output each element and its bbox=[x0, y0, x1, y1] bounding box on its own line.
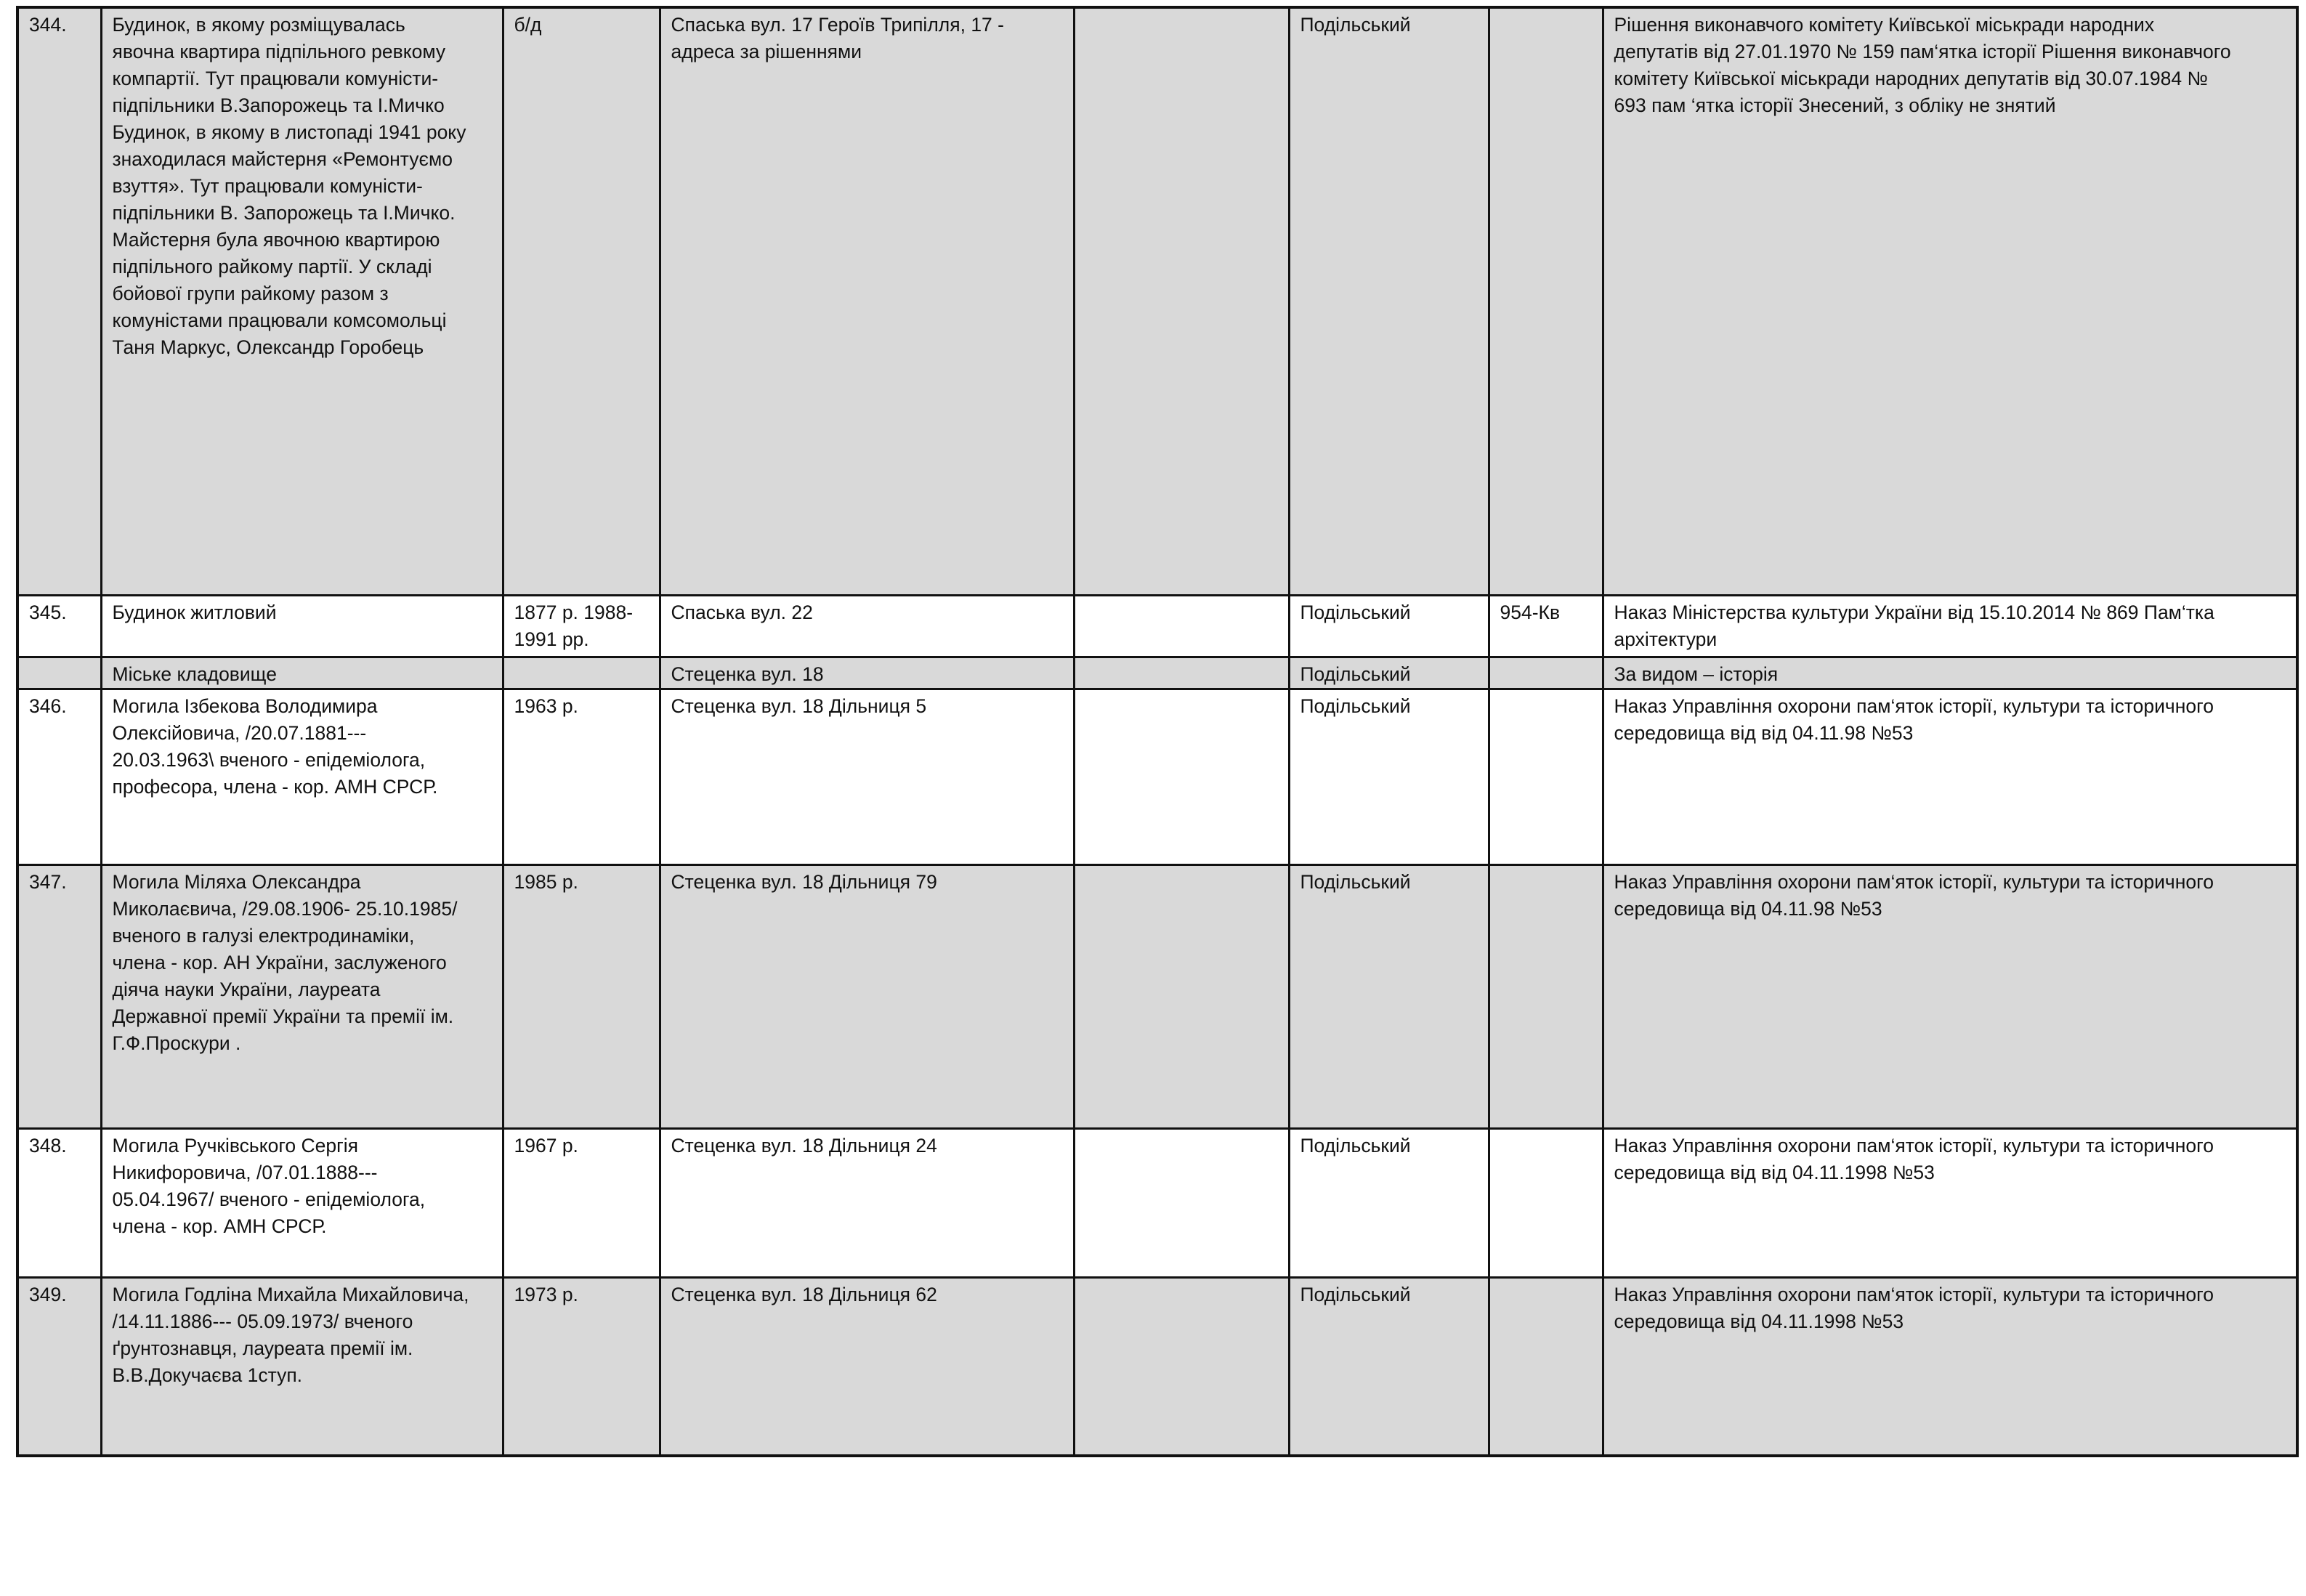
decision-document: Наказ Управління охорони пам‘яток історії, культури та історичного середовища від від 04.11.1998 №53 bbox=[1603, 1128, 2297, 1277]
empty-cell bbox=[1074, 689, 1289, 864]
object-district: Подільський bbox=[1289, 689, 1489, 864]
row-number: 344. bbox=[17, 7, 101, 595]
table-row bbox=[17, 657, 2297, 689]
empty-cell bbox=[1074, 595, 1289, 657]
row-number: 349. bbox=[17, 1277, 101, 1456]
object-address: Стеценка вул. 18 Дільниця 24 bbox=[660, 1128, 1074, 1277]
empty-cell bbox=[1074, 1128, 1289, 1277]
object-district: Подільський bbox=[1289, 657, 1489, 689]
object-name: Могила Годліна Михайла Михайловича, /14.11.1886--- 05.09.1973/ вченого ґрунтознавця, лауреата премії ім. В.В.Докучаєва 1ступ. bbox=[101, 1277, 503, 1456]
table-row bbox=[17, 689, 2297, 864]
protection-code bbox=[1489, 689, 1603, 864]
protection-code bbox=[1489, 657, 1603, 689]
row-number: 348. bbox=[17, 1128, 101, 1277]
protection-code bbox=[1489, 1277, 1603, 1456]
object-district: Подільський bbox=[1289, 595, 1489, 657]
table-row bbox=[17, 864, 2297, 1128]
decision-document: Наказ Управління охорони пам‘яток історії, культури та історичного середовища від 04.11.98 №53 bbox=[1603, 864, 2297, 1128]
object-date: 1877 р. 1988- 1991 рр. bbox=[503, 595, 660, 657]
object-name: Міське кладовище bbox=[101, 657, 503, 689]
object-name: Могила Ізбекова Володимира Олексійовича, /20.07.1881--- 20.03.1963\ вченого - епідеміолога, професора, члена - кор. АМН СРСР. bbox=[101, 689, 503, 864]
empty-cell bbox=[1074, 657, 1289, 689]
decision-document: За видом – історія bbox=[1603, 657, 2297, 689]
protection-code bbox=[1489, 1128, 1603, 1277]
object-district: Подільський bbox=[1289, 1277, 1489, 1456]
object-address: Стеценка вул. 18 Дільниця 79 bbox=[660, 864, 1074, 1128]
row-number: 345. bbox=[17, 595, 101, 657]
object-address: Стеценка вул. 18 bbox=[660, 657, 1074, 689]
object-address: Стеценка вул. 18 Дільниця 62 bbox=[660, 1277, 1074, 1456]
object-date: 1963 р. bbox=[503, 689, 660, 864]
monuments-registry-table bbox=[16, 6, 2299, 1457]
object-date: 1985 р. bbox=[503, 864, 660, 1128]
row-number: 346. bbox=[17, 689, 101, 864]
protection-code bbox=[1489, 7, 1603, 595]
table-row bbox=[17, 1128, 2297, 1277]
object-district: Подільський bbox=[1289, 1128, 1489, 1277]
empty-cell bbox=[1074, 7, 1289, 595]
object-address: Спаська вул. 17 Героїв Трипілля, 17 - адреса за рішеннями bbox=[660, 7, 1074, 595]
empty-cell bbox=[1074, 864, 1289, 1128]
protection-code bbox=[1489, 864, 1603, 1128]
object-date: 1973 р. bbox=[503, 1277, 660, 1456]
object-name: Будинок житловий bbox=[101, 595, 503, 657]
object-address: Спаська вул. 22 bbox=[660, 595, 1074, 657]
decision-document: Рішення виконавчого комітету Київської міськради народних депутатів від 27.01.1970 № 159 пам‘ятка історії Рішення виконавчого комітету Київської міськради народних депутатів від 30.07.1984 № 693 пам ‘ятка історії Знесений, з обліку не знятий bbox=[1603, 7, 2297, 595]
object-district: Подільський bbox=[1289, 7, 1489, 595]
row-number: 347. bbox=[17, 864, 101, 1128]
table-row bbox=[17, 7, 2297, 595]
object-name: Могила Ручківського Сергія Никифоровича, /07.01.1888--- 05.04.1967/ вченого - епідеміолога, члена - кор. АМН СРСР. bbox=[101, 1128, 503, 1277]
table-row bbox=[17, 1277, 2297, 1456]
decision-document: Наказ Управління охорони пам‘яток історії, культури та історичного середовища від 04.11.1998 №53 bbox=[1603, 1277, 2297, 1456]
empty-cell bbox=[1074, 1277, 1289, 1456]
table-row bbox=[17, 595, 2297, 657]
object-name: Могила Міляха Олександра Миколаєвича, /29.08.1906- 25.10.1985/ вченого в галузі електродинаміки, члена - кор. АН України, заслуженого діяча науки України, лауреата Державної премії України та премії ім. Г.Ф.Проскури . bbox=[101, 864, 503, 1128]
decision-document: Наказ Міністерства культури України від 15.10.2014 № 869 Пам‘тка архітектури bbox=[1603, 595, 2297, 657]
registry-page bbox=[16, 6, 2296, 1457]
row-number bbox=[17, 657, 101, 689]
object-date: 1967 р. bbox=[503, 1128, 660, 1277]
object-district: Подільський bbox=[1289, 864, 1489, 1128]
protection-code: 954-Кв bbox=[1489, 595, 1603, 657]
decision-document: Наказ Управління охорони пам‘яток історії, культури та історичного середовища від від 04.11.98 №53 bbox=[1603, 689, 2297, 864]
object-name: Будинок, в якому розміщувалась явочна квартира підпільного ревкому компартії. Тут працювали комуністи- підпільники В.Запорожець та І.Мичко Будинок, в якому в листопаді 1941 року знаходилася майстерня «Ремонтуємо взуття». Тут працювали комуністи- підпільники В. Запорожець та І.Мичко. Майстерня була явочною квартирою підпільного райкому партії. У складі бойової групи райкому разом з комуністами працювали комсомольці Таня Маркус, Олександр Горобець bbox=[101, 7, 503, 595]
object-address: Стеценка вул. 18 Дільниця 5 bbox=[660, 689, 1074, 864]
object-date: б/д bbox=[503, 7, 660, 595]
object-date bbox=[503, 657, 660, 689]
